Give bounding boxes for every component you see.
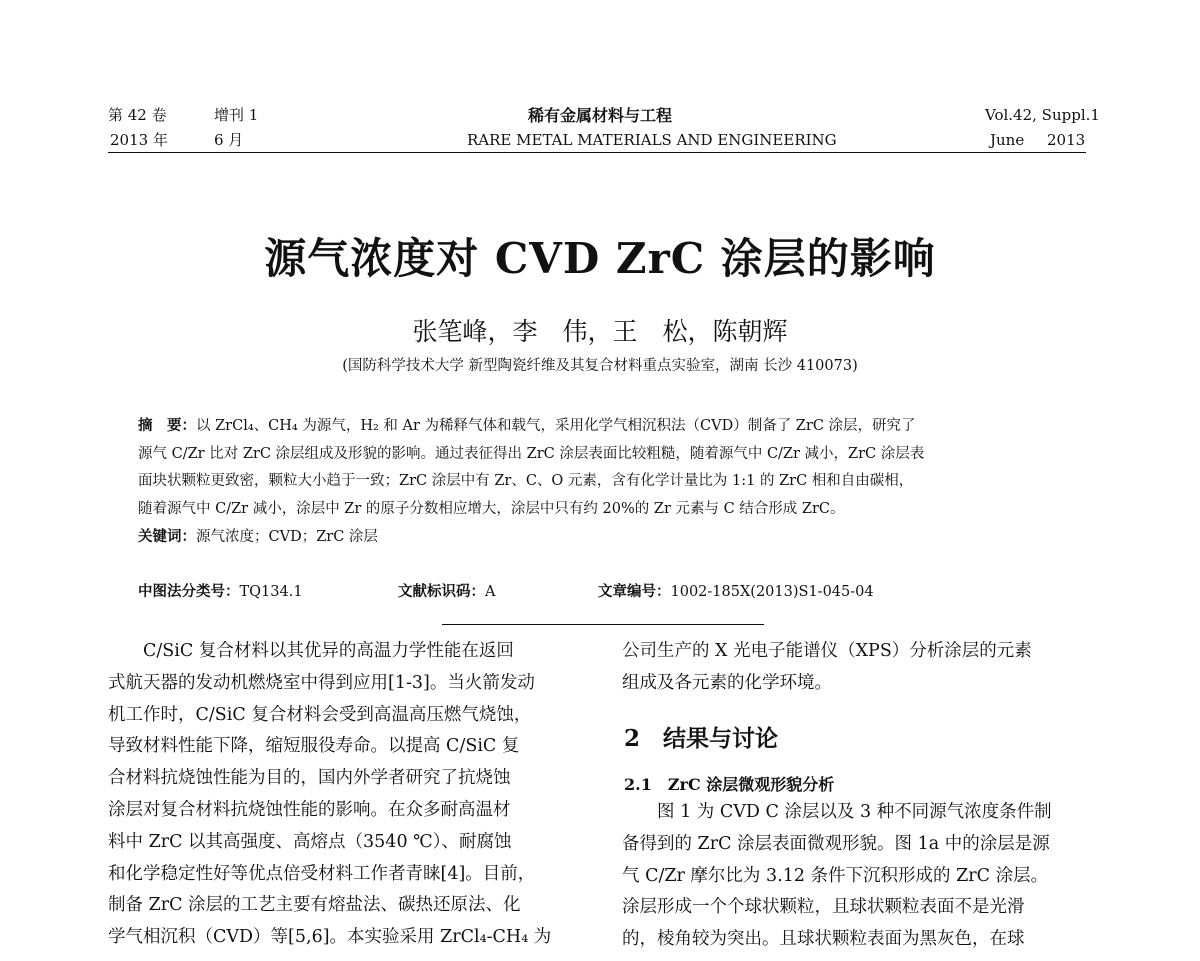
abstract xyxy=(138,412,1073,552)
body-line: 公司生产的 X 光电子能谱仪（XPS）分析涂层的元素 xyxy=(622,641,1032,661)
body-line: 备得到的 ZrC 涂层表面微观形貌。图 1a 中的涂层是源 xyxy=(622,833,1050,854)
keywords-label: 关键词： xyxy=(138,528,196,545)
year-en: 2013 xyxy=(1047,131,1086,149)
article-number xyxy=(598,580,874,601)
abstract-line: 面块状颗粒更致密，颗粒大小趋于一致；ZrC 涂层中有 Zr、C、O 元素，含有化学计量比为 1:1 的 ZrC 相和自由碳相， xyxy=(138,473,914,489)
abstract-line: 源气 C/Zr 比对 ZrC 涂层组成及形貌的影响。通过表征得出 ZrC 涂层表面比较粗糙，随着源气中 C/Zr 减小，ZrC 涂层表 xyxy=(138,445,925,462)
paper-title: 源气浓度对 CVD ZrC 涂层的影响 xyxy=(264,234,936,283)
classification-value: TQ134.1 xyxy=(239,584,303,600)
abstract-separator xyxy=(442,624,764,625)
document-code-value: A xyxy=(485,584,496,600)
body-line: 式航天器的发动机燃烧室中得到应用[1-3]。当火箭发动 xyxy=(108,672,535,693)
body-line: 涂层对复合材料抗烧蚀性能的影响。在众多耐高温材 xyxy=(108,799,511,820)
body-line: 料中 ZrC 以其高强度、高熔点（3540 ℃）、耐腐蚀 xyxy=(108,831,512,852)
year-cn: 2013 年 xyxy=(110,131,168,149)
issue-cn: 增刊 1 xyxy=(214,106,259,124)
classification-number xyxy=(138,580,303,601)
header-rule xyxy=(108,152,1086,153)
body-line: 合材料抗烧蚀性能为目的，国内外学者研究了抗烧蚀 xyxy=(108,768,511,789)
month-en: June xyxy=(990,131,1025,149)
body-line: 和化学稳定性好等优点倍受材料工作者青睐[4]。目前， xyxy=(108,863,536,884)
body-line: 机工作时，C/SiC 复合材料会受到高温高压燃气烧蚀， xyxy=(108,704,532,725)
volume-en: Vol.42, Suppl.1 xyxy=(985,106,1100,124)
article-number-value: 1002-185X(2013)S1-045-04 xyxy=(670,584,874,600)
abstract-line: 随着源气中 C/Zr 减小，涂层中 Zr 的原子分数相应增大，涂层中只有约 20%的 Zr 元素与 C 结合形成 ZrC。 xyxy=(138,500,845,517)
right-column-bottom xyxy=(622,797,1098,956)
body-line: 图 1 为 CVD C 涂层以及 3 种不同源气浓度条件制 xyxy=(622,802,1052,822)
keywords-value: 源气浓度；CVD；ZrC 涂层 xyxy=(196,529,378,545)
author-list: 张笔峰，李 伟，王 松，陈朝辉 xyxy=(412,317,788,346)
classification-label: 中图法分类号： xyxy=(138,583,240,600)
body-line: 组成及各元素的化学环境。 xyxy=(622,672,832,693)
body-line: 的，棱角较为突出。且球状颗粒表面为黑灰色，在球 xyxy=(622,929,1025,950)
body-line: 涂层形成一个个球状颗粒，且球状颗粒表面不是光滑 xyxy=(622,897,1025,918)
journal-title-cn: 稀有金属材料与工程 xyxy=(528,106,673,125)
document-code xyxy=(398,580,495,601)
abstract-line: 以 ZrCl₄、CH₄ 为源气，H₂ 和 Ar 为稀释气体和载气，采用化学气相沉积法（CVD）制备了 ZrC 涂层，研究了 xyxy=(196,418,916,434)
right-column-top xyxy=(622,636,1098,700)
month-cn: 6 月 xyxy=(214,131,244,149)
body-line: 制备 ZrC 涂层的工艺主要有熔盐法、碳热还原法、化 xyxy=(108,895,521,916)
body-line: C/SiC 复合材料以其优异的高温力学性能在返回 xyxy=(108,641,514,661)
left-column xyxy=(108,636,584,954)
subsection-heading: 2.1 ZrC 涂层微观形貌分析 xyxy=(624,775,835,794)
journal-title-en: RARE METAL MATERIALS AND ENGINEERING xyxy=(467,131,837,149)
affiliation: (国防科学技术大学 新型陶瓷纤维及其复合材料重点实验室，湖南 长沙 410073) xyxy=(342,358,858,374)
volume-cn: 第 42 卷 xyxy=(108,106,167,124)
body-line: 学气相沉积（CVD）等[5,6]。本实验采用 ZrCl₄-CH₄ 为 xyxy=(108,927,552,948)
article-number-label: 文章编号： xyxy=(598,583,671,600)
section-heading: 2 结果与讨论 xyxy=(624,725,779,752)
abstract-label: 摘 要： xyxy=(138,417,196,434)
body-line: 气 C/Zr 摩尔比为 3.12 条件下沉积形成的 ZrC 涂层。 xyxy=(622,865,1049,886)
body-line: 导致材料性能下降，缩短服役寿命。以提高 C/SiC 复 xyxy=(108,736,520,757)
document-code-label: 文献标识码： xyxy=(398,583,485,600)
